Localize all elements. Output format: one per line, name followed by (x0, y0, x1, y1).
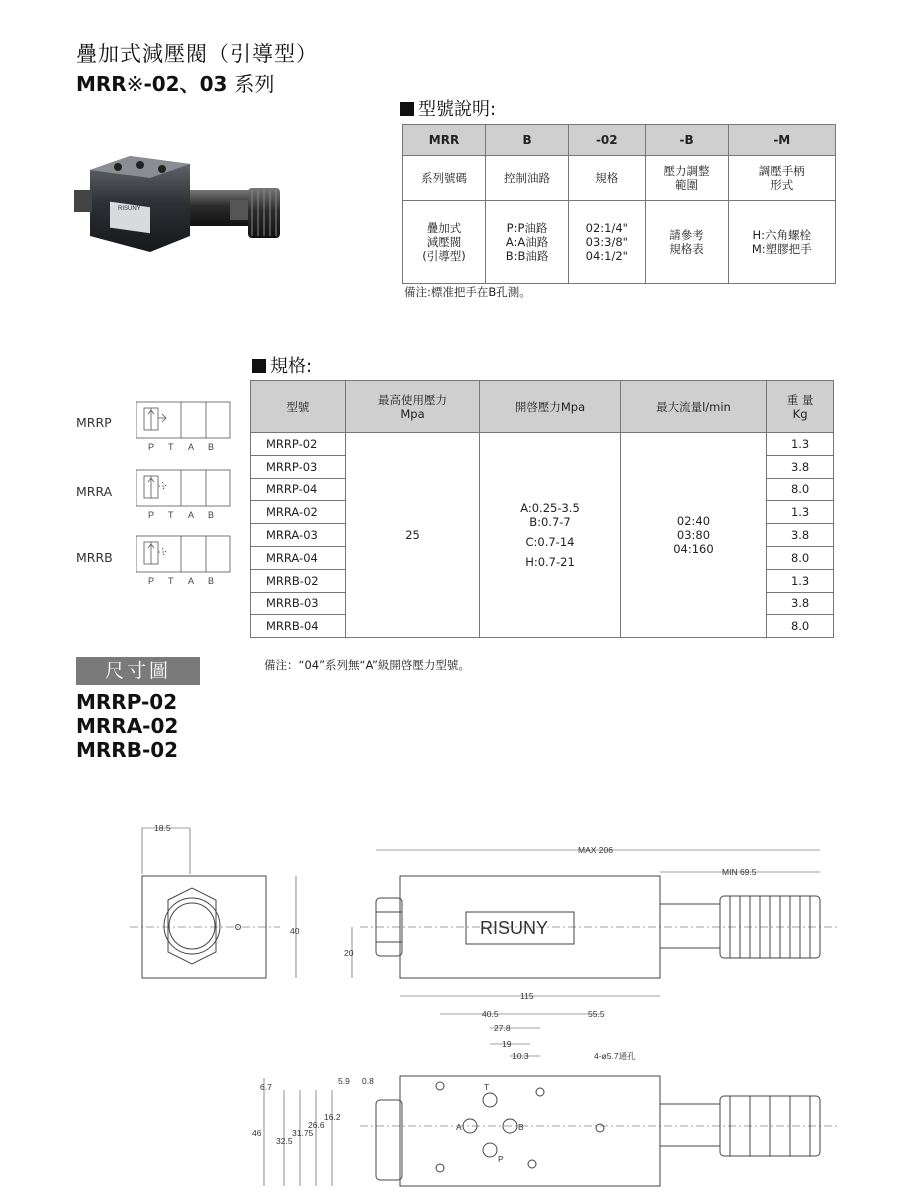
dim-55-5: 55.5 (588, 1009, 605, 1019)
port-b: B (208, 576, 215, 586)
spec-weight: 3.8 (767, 592, 834, 615)
dim-32-5: 32.5 (276, 1136, 293, 1146)
flow-02: 02:40 (676, 514, 711, 529)
spec-model: MRRA-03 (251, 524, 346, 547)
spec-weight: 1.3 (767, 433, 834, 456)
spec-heading: 規格: (252, 352, 312, 378)
spec-model: MRRA-04 (251, 546, 346, 569)
spec-header-model: 型號 (251, 381, 346, 433)
spec-model: MRRB-03 (251, 592, 346, 615)
spec-model: MRRB-02 (251, 569, 346, 592)
series-word: 系列 (234, 72, 275, 96)
port-p: P (148, 442, 155, 452)
crack-h: H:0.7-21 (525, 555, 575, 570)
dim-20: 20 (344, 948, 354, 958)
symbol-label-mrra: MRRA (76, 484, 113, 499)
page-title: 疊加式減壓閥（引導型） (76, 42, 318, 66)
series-title (76, 68, 274, 97)
model-note: 備注:標准把手在B孔測。 (404, 285, 531, 299)
spec-header-pressure: 最高使用壓力 Mpa (345, 381, 479, 433)
dimension-banner: 尺寸圖 (76, 657, 200, 685)
dim-0-8: 0.8 (362, 1076, 374, 1086)
spec-weight: 8.0 (767, 546, 834, 569)
hydraulic-symbols (136, 400, 232, 595)
port-b: B (208, 510, 215, 520)
dimension-drawing (0, 800, 900, 1192)
model-heading: 型號說明: (400, 95, 496, 121)
spec-model: MRRA-02 (251, 501, 346, 524)
spec-weight: 8.0 (767, 478, 834, 501)
dim-model-2: MRRA-02 (76, 714, 179, 738)
port-p: P (148, 576, 155, 586)
series-prefix: MRR (76, 72, 127, 96)
dim-10-3: 10.3 (512, 1051, 529, 1061)
series-suffix: -02、03 (143, 72, 228, 96)
bottom-view-body (400, 1076, 660, 1186)
photo-plate: RISUNY (118, 206, 141, 212)
symbol-frame (136, 470, 230, 506)
port-label-p: P (498, 1154, 504, 1164)
spec-note: 備注：“04”系列無“A”級開啓壓力型號。 (264, 658, 470, 672)
model-table (402, 124, 836, 284)
port-b: B (208, 442, 215, 452)
symbol-label-mrrb: MRRB (76, 550, 113, 565)
model-detail: 請參考 規格表 (645, 201, 728, 284)
model-col-5: -M (728, 125, 835, 156)
spec-weight: 1.3 (767, 501, 834, 524)
symbol-label-mrrp: MRRP (76, 415, 112, 430)
model-label: 系列號碼 (403, 156, 486, 201)
port-a: A (188, 510, 195, 520)
spec-crack-pressure (480, 433, 621, 638)
dim-115: 115 (520, 991, 534, 1001)
dim-26-6: 26.6 (308, 1120, 325, 1130)
spec-model: MRRP-04 (251, 478, 346, 501)
port-t: T (168, 442, 174, 452)
spec-max-pressure: 25 (345, 433, 479, 638)
model-col-4: -B (645, 125, 728, 156)
model-label: 調壓手柄 形式 (728, 156, 835, 201)
spec-header-weight: 重 量 Kg (767, 381, 834, 433)
product-photo (70, 140, 300, 280)
model-col-2: B (486, 125, 569, 156)
dim-46: 46 (252, 1128, 262, 1138)
brand-plate-text: RISUNY (480, 918, 549, 938)
dim-19: 19 (502, 1039, 512, 1049)
spec-max-flow (620, 433, 766, 638)
dim-holes: 4-ø5.7通孔 (594, 1051, 636, 1061)
spec-header-crack: 開啓壓力Mpa (480, 381, 621, 433)
dim-model-1: MRRP-02 (76, 690, 178, 714)
model-label: 壓力調整 範圍 (645, 156, 728, 201)
model-label: 規格 (569, 156, 646, 201)
dim-31-75: 31.75 (292, 1128, 314, 1138)
spec-weight: 1.3 (767, 569, 834, 592)
dim-model-3: MRRB-02 (76, 738, 179, 762)
model-detail: H:六角螺栓 M:塑膠把手 (728, 201, 835, 284)
port-t: T (168, 576, 174, 586)
port-a: A (188, 442, 195, 452)
crack-a: A:0.25-3.5 (520, 501, 580, 516)
dim-6-7: 6.7 (260, 1082, 272, 1092)
port-label-t: T (484, 1082, 490, 1092)
dim-5-9: 5.9 (338, 1076, 350, 1086)
spec-weight: 8.0 (767, 615, 834, 638)
spec-header-flow: 最大流量l/min (620, 381, 766, 433)
dim-min-69-5: MIN 69.5 (722, 867, 757, 877)
dim-16-2: 16.2 (324, 1112, 341, 1122)
symbol-frame (136, 536, 230, 572)
dim-18-5: 18.5 (154, 823, 171, 833)
model-detail: 02:1/4" 03:3/8" 04:1/2" (569, 201, 646, 284)
dim-40: 40 (290, 926, 300, 936)
crack-c: C:0.7-14 (525, 535, 575, 550)
port-t: T (168, 510, 174, 520)
spec-weight: 3.8 (767, 524, 834, 547)
spec-model: MRRB-04 (251, 615, 346, 638)
model-detail: 疊加式 減壓閥 (引導型) (403, 201, 486, 284)
dim-max-206: MAX 206 (578, 845, 613, 855)
flow-03: 03:80 (676, 528, 711, 543)
series-mark: ※ (126, 72, 144, 96)
spec-model: MRRP-02 (251, 433, 346, 456)
model-col-3: -02 (569, 125, 646, 156)
port-label-b: B (518, 1122, 524, 1132)
model-detail: P:P油路 A:A油路 B:B油路 (486, 201, 569, 284)
dim-27-8: 27.8 (494, 1023, 511, 1033)
port-label-a: A (456, 1122, 462, 1132)
port-a: A (188, 576, 195, 586)
spec-model: MRRP-03 (251, 455, 346, 478)
spec-table (250, 380, 834, 638)
crack-b: B:0.7-7 (529, 515, 571, 530)
spec-weight: 3.8 (767, 455, 834, 478)
knob-icon (248, 188, 280, 238)
model-col-1: MRR (403, 125, 486, 156)
flow-04: 04:160 (673, 542, 714, 557)
port-p: P (148, 510, 155, 520)
model-label: 控制油路 (486, 156, 569, 201)
symbol-frame (136, 402, 230, 438)
dim-40-5: 40.5 (482, 1009, 499, 1019)
